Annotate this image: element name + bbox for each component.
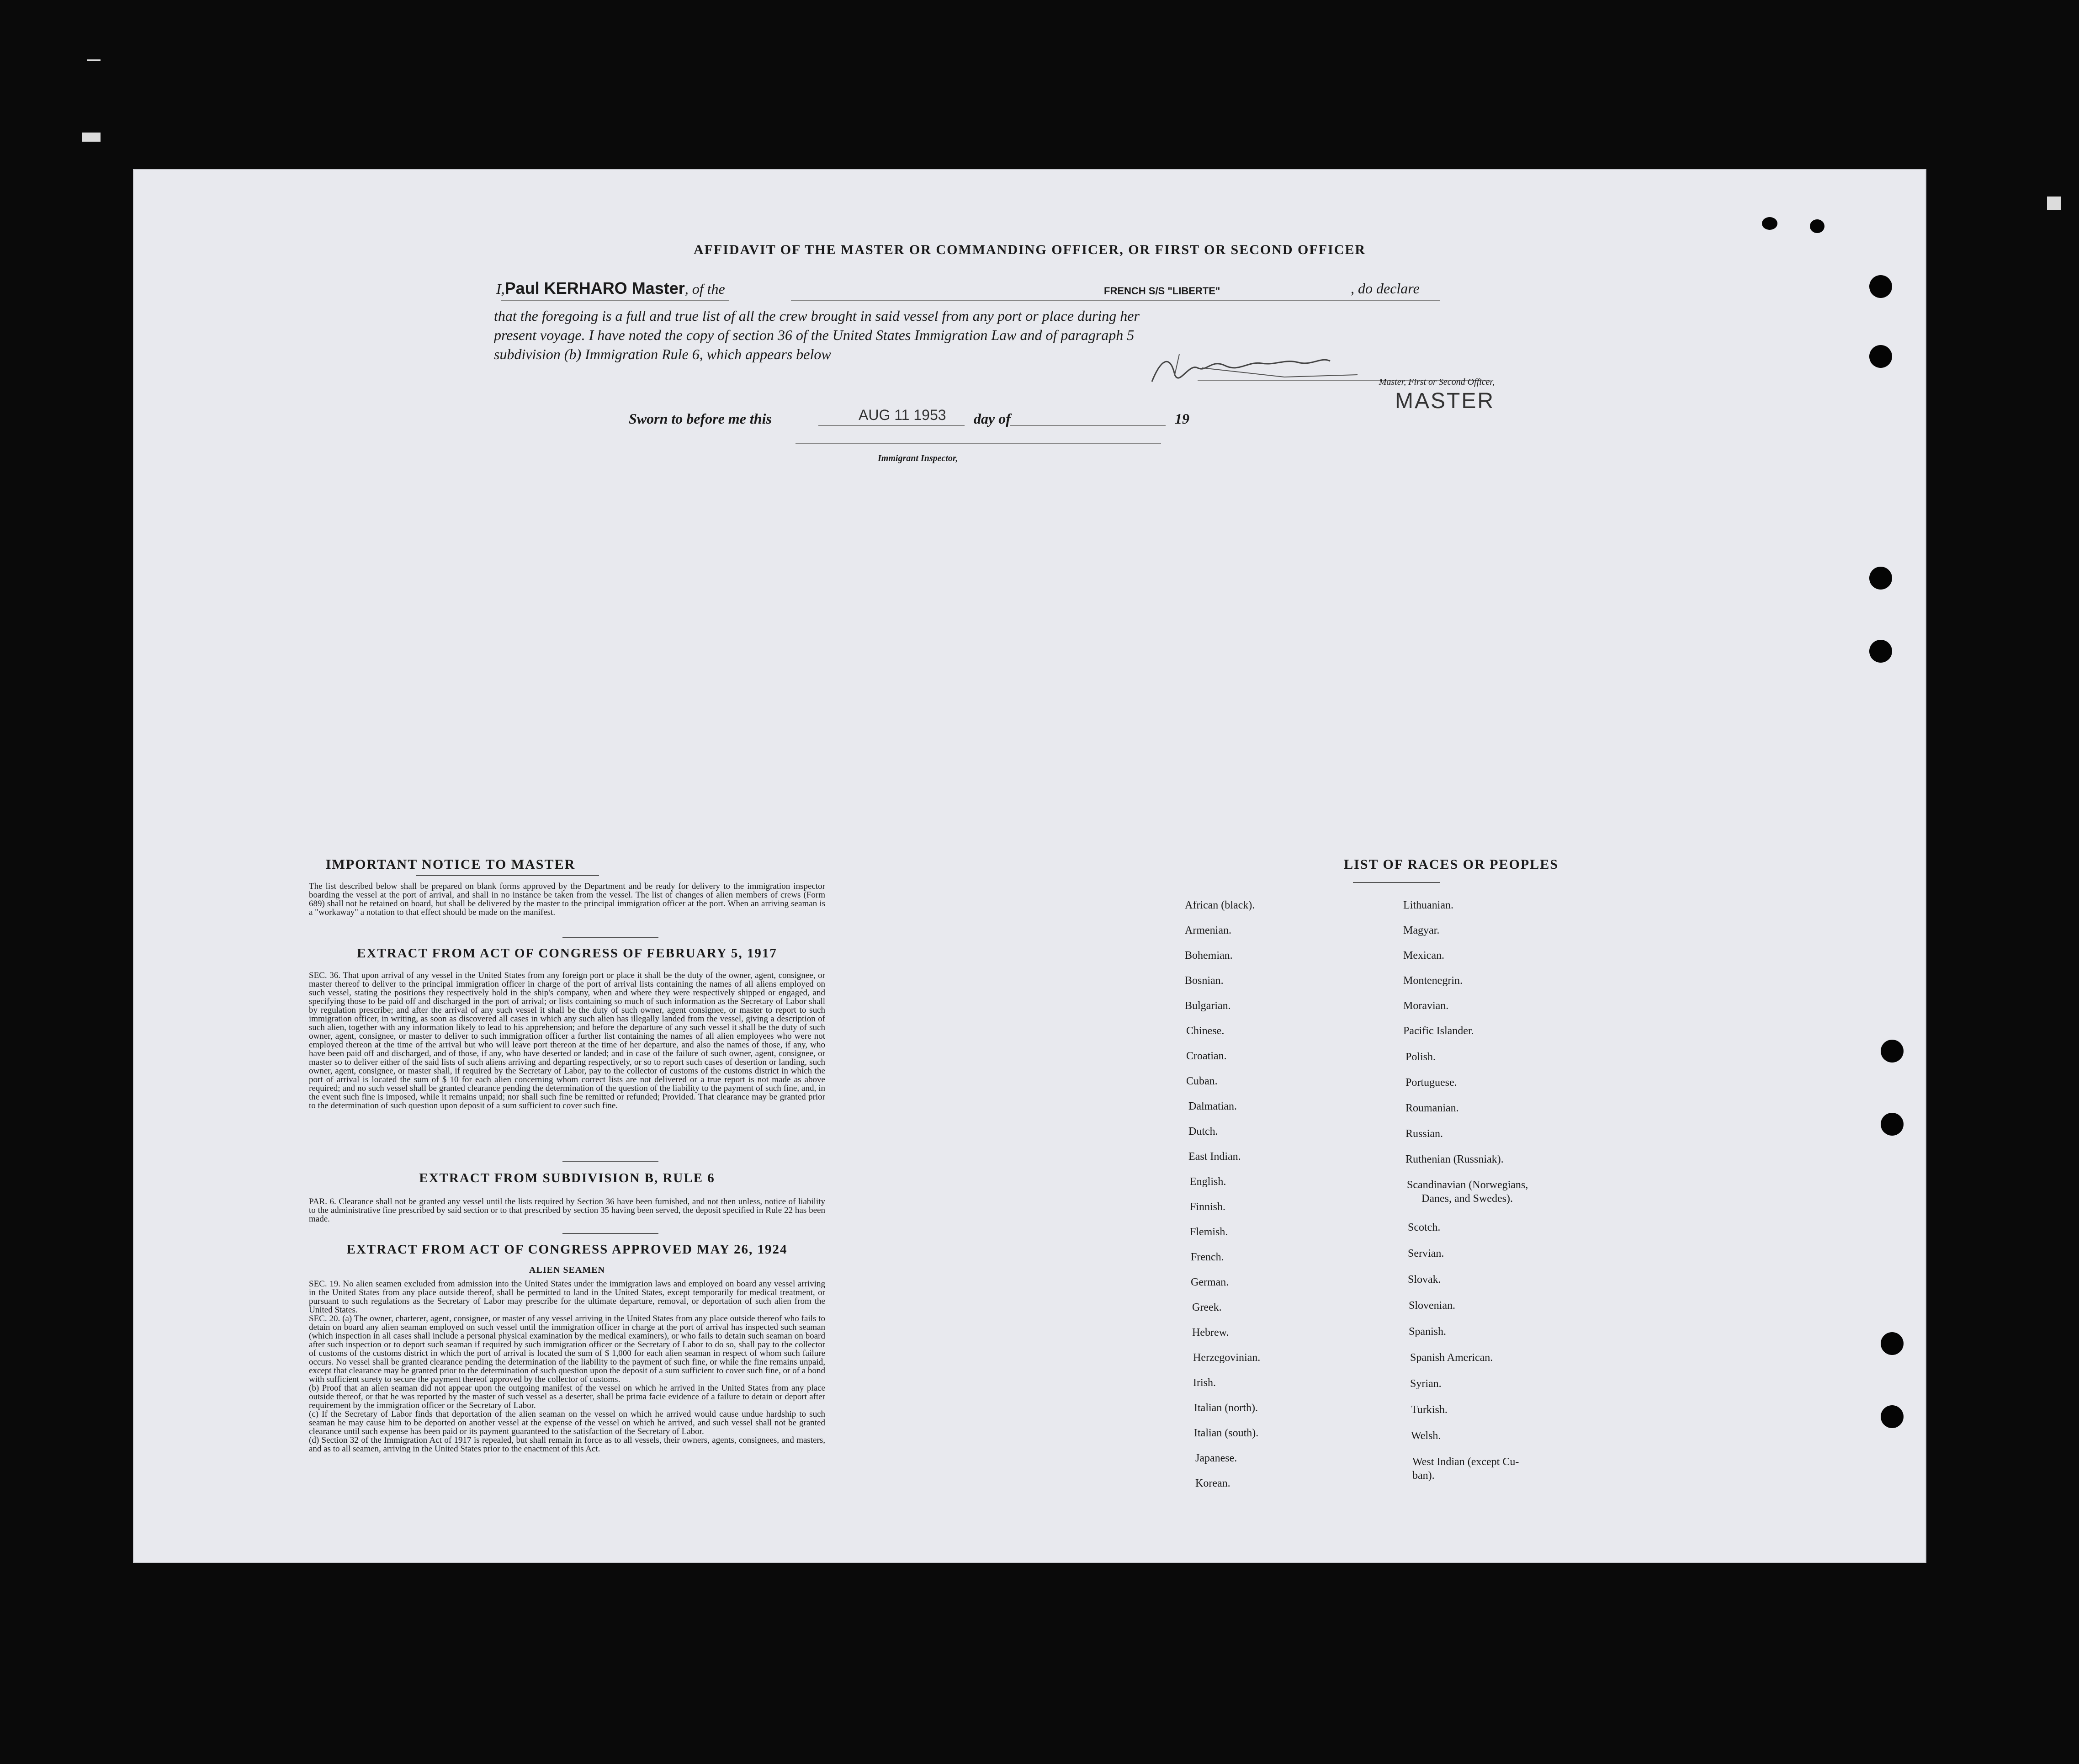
race-item: Mexican. bbox=[1403, 950, 1444, 962]
section-20a-text: SEC. 20. (a) The owner, charterer, agent, consignee, or master of any vessel arriving in the United States from any place outside thereof who fails to detain on board any alien seaman employed on such vessel until the immigration officer in charge at the port of arrival has inspected such seaman (which inspection in all cases shall include a personal physical examination by the medical examiners), or who fails to detain such seaman on board after such inspection or to deport such seaman if required by such immigration officer or the Secretary of Labor to do so, shall pay to the collector of customs of the customs district in which the port of arrival is located the sum of $ 1,000 for each alien seaman in respect of whom such failure occurs. No vessel shall be granted clearance pending the determination of the liability to the payment of such fine, or while the fine remains unpaid, except that clearance may be granted prior to the determination of such question upon the deposit of a sum sufficient to cover such fine, or of a bond with sufficient surety to secure the payment thereof approved by the collector of customs. bbox=[309, 1314, 825, 1384]
races-title-rule bbox=[1353, 882, 1440, 883]
race-item: Finnish. bbox=[1190, 1201, 1226, 1213]
vessel-name: FRENCH S/S "LIBERTE" bbox=[1104, 285, 1220, 297]
section-20b-text: (b) Proof that an alien seaman did not appear upon the outgoing manifest of the vessel on which he arrived in the United States from any place outside thereof, or that he was reported by the master of such vessel as a deserter, shall be prima facie evidence of a failure to detain or deport after requirement by the immigration officer or the Secretary of Labor. bbox=[309, 1383, 825, 1410]
punch-hole bbox=[1869, 275, 1892, 298]
race-item: Chinese. bbox=[1186, 1025, 1225, 1037]
signature-caption: Master, First or Second Officer, bbox=[1379, 377, 1495, 387]
races-title: LIST OF RACES OR PEOPLES bbox=[1344, 857, 1559, 872]
master-stamp: MASTER bbox=[1395, 389, 1495, 413]
race-item: Armenian. bbox=[1185, 925, 1231, 936]
punch-hole bbox=[1869, 640, 1892, 663]
race-item: Servian. bbox=[1408, 1248, 1444, 1259]
film-mark bbox=[2047, 197, 2061, 210]
declaration-first-line bbox=[496, 279, 1492, 298]
ink-blot bbox=[1762, 217, 1777, 230]
race-item: Flemish. bbox=[1190, 1226, 1228, 1238]
film-mark bbox=[87, 59, 101, 61]
race-item: Japanese. bbox=[1195, 1452, 1237, 1464]
race-item: French. bbox=[1191, 1251, 1224, 1263]
race-item: Slovenian. bbox=[1409, 1300, 1455, 1312]
race-item: Welsh. bbox=[1411, 1430, 1441, 1442]
extract-rule6-end-rule bbox=[562, 1233, 658, 1234]
inspector-caption: Immigrant Inspector, bbox=[878, 453, 958, 463]
race-item: German. bbox=[1191, 1276, 1229, 1288]
date-line bbox=[818, 425, 965, 426]
sworn-label: Sworn to before me this bbox=[629, 410, 772, 427]
race-item: English. bbox=[1190, 1176, 1226, 1188]
punch-hole bbox=[1881, 1040, 1904, 1063]
declaration-text-3: subdivision (b) Immigration Rule 6, which appears below bbox=[494, 346, 831, 362]
race-item: Slovak. bbox=[1408, 1274, 1441, 1286]
extract-1917-title: EXTRACT FROM ACT OF CONGRESS OF FEBRUARY 5, 1917 bbox=[357, 946, 777, 961]
race-item: Hebrew. bbox=[1192, 1327, 1229, 1339]
race-item: Cuban. bbox=[1186, 1075, 1218, 1087]
race-item: Italian (south). bbox=[1194, 1427, 1259, 1439]
race-item: Spanish American. bbox=[1410, 1352, 1493, 1364]
notice-text: The list described below shall be prepared on blank forms approved by the Department and be ready for delivery to the immigration inspector boarding the vessel at the port of arrival, and shall in no instance be taken from the vessel. The list of changes of alien members of crews (Form 689) shall not be retained on board, but shall be delivered by the master to the principal immigration officer at the port. When an arriving seaman is a "workaway" a notation to that effect should be made on the manifest. bbox=[309, 882, 825, 917]
race-item: ban). bbox=[1412, 1470, 1435, 1482]
race-item: Ruthenian (Russniak). bbox=[1405, 1153, 1504, 1165]
race-item: Portuguese. bbox=[1405, 1077, 1457, 1089]
race-item: Lithuanian. bbox=[1403, 899, 1453, 911]
race-item: Spanish. bbox=[1409, 1326, 1447, 1338]
race-item: Polish. bbox=[1405, 1051, 1436, 1063]
notice-end-rule bbox=[562, 937, 658, 938]
declaration-text-2: present voyage. I have noted the copy of section 36 of the United States Immigration Law and of paragraph 5 bbox=[494, 327, 1135, 343]
vessel-line bbox=[791, 300, 1440, 301]
section-19-text: SEC. 19. No alien seamen excluded from admission into the United States under the immigration laws and employed on board any vessel arriving in the United States from any place outside thereof, shall be permitted to land in the United States, except temporarily for medical treatment, or pursuant to such regulations as the Secretary of Labor may prescribe for the ultimate departure, removal, or deportation of such alien from the United States. bbox=[309, 1279, 825, 1315]
day-of-label: day of bbox=[974, 410, 1011, 427]
extract-1924-title: EXTRACT FROM ACT OF CONGRESS APPROVED MAY 26, 1924 bbox=[346, 1242, 788, 1257]
extract-1917-text: SEC. 36. That upon arrival of any vessel in the United States from any foreign port or place it shall be the duty of the owner, agent, consignee, or master thereof to deliver to the principal immigration officer in charge of the port of arrival lists containing the names of all aliens employed on such vessel, stating the positions they respectively hold in the ship's company, when and where they were respectively shipped or engaged, and specifying those to be paid off and discharged in the port of arrival; or lists containing so much of such information as the Secretary of Labor shall by regulation prescribe; and after the arrival of any such vessel it shall be the duty of such owner, agent consignee, or master to report to such immigration officer, in writing, as soon as discovered all cases in which any such alien has illegally landed from the vessel, giving a description of such alien, together with any information likely to lead to his apprehension; and before the departure of any such vessel it shall be the duty of such owner, agent, consignee, or master to deliver to such immigration officer a further list containing the names of all alien employees who were not employed thereon at the time of the arrival but who will leave port thereon at the time of her departure, and also the names of those, if any, who have been paid off and discharged, and of those, if any, who have deserted or landed; and in case of the failure of such owner, agent, consignee, or master so to deliver either of the said lists of such aliens arriving and departing respectively, or so to report such cases of desertion or landing, such owner, agent, consignee, or master shall, if required by the Secretary of Labor, pay to the collector of customs of the customs district in which the port of arrival is located the sum of $ 10 for each alien concerning whom correct lists are not delivered or a true report is not made as above required; and no such vessel shall be granted clearance pending the determination of the question of the liability to the payment of such fine, and, in the event such fine is imposed, while it remains unpaid; nor shall such fine be remitted or refunded; Provided. That clearance may be granted prior to the determination of such question upon deposit of a sum sufficient to cover such fine. bbox=[309, 971, 825, 1110]
affidavit-title: AFFIDAVIT OF THE MASTER OR COMMANDING OFFICER, OR FIRST OR SECOND OFFICER bbox=[693, 242, 1366, 257]
race-item: Dutch. bbox=[1188, 1126, 1218, 1137]
month-line bbox=[1010, 425, 1166, 426]
race-item: East Indian. bbox=[1188, 1151, 1241, 1163]
race-item: Dalmatian. bbox=[1188, 1100, 1237, 1112]
document-page bbox=[133, 169, 1926, 1563]
extract-rule6-title: EXTRACT FROM SUBDIVISION B, RULE 6 bbox=[419, 1171, 715, 1185]
race-item: Bosnian. bbox=[1185, 975, 1224, 987]
race-item: Montenegrin. bbox=[1403, 975, 1463, 987]
punch-hole bbox=[1881, 1332, 1904, 1355]
extract-1917-end-rule bbox=[562, 1161, 658, 1162]
year-prefix: 19 bbox=[1175, 410, 1189, 427]
of-label: , of the bbox=[684, 281, 725, 297]
race-item: Croatian. bbox=[1186, 1050, 1227, 1062]
race-item: Moravian. bbox=[1403, 1000, 1449, 1012]
race-item: Scotch. bbox=[1408, 1222, 1441, 1233]
race-item: Magyar. bbox=[1403, 925, 1440, 936]
race-item: Danes, and Swedes). bbox=[1421, 1193, 1513, 1205]
race-item: Bohemian. bbox=[1185, 950, 1233, 962]
race-item: West Indian (except Cu- bbox=[1412, 1456, 1519, 1468]
film-mark bbox=[82, 133, 101, 142]
notice-title: IMPORTANT NOTICE TO MASTER bbox=[325, 857, 576, 872]
race-item: Russian. bbox=[1405, 1128, 1443, 1140]
extract-1924-body bbox=[309, 1280, 825, 1453]
extract-rule6-text: PAR. 6. Clearance shall not be granted any vessel until the lists required by Section 36 have been furnished, and not then unless, notice of liability to the administrative fine prescribed by said section or to that prescribed by section 35 having been served, the deposit specified in Rule 22 has been made. bbox=[309, 1197, 825, 1224]
sworn-date-stamp: AUG 11 1953 bbox=[859, 407, 946, 423]
ink-blot bbox=[1810, 219, 1824, 233]
race-item: Scandinavian (Norwegians, bbox=[1407, 1179, 1528, 1191]
declarant-name: Paul KERHARO Master bbox=[504, 279, 685, 298]
punch-hole bbox=[1869, 567, 1892, 590]
race-item: Korean. bbox=[1195, 1477, 1230, 1489]
i-label: I, bbox=[496, 281, 505, 297]
race-item: African (black). bbox=[1185, 899, 1255, 911]
notice-rule bbox=[416, 875, 599, 876]
inspector-line bbox=[796, 443, 1161, 444]
do-declare-label: , do declare bbox=[1351, 280, 1420, 297]
race-item: Italian (north). bbox=[1194, 1402, 1258, 1414]
race-item: Pacific Islander. bbox=[1403, 1025, 1474, 1037]
race-item: Greek. bbox=[1192, 1302, 1222, 1313]
race-item: Herzegovinian. bbox=[1193, 1352, 1261, 1364]
alien-seamen-subtitle: ALIEN SEAMEN bbox=[529, 1265, 605, 1275]
race-item: Bulgarian. bbox=[1185, 1000, 1231, 1012]
punch-hole bbox=[1881, 1405, 1904, 1428]
race-item: Turkish. bbox=[1411, 1404, 1448, 1416]
name-line bbox=[501, 300, 729, 301]
punch-hole bbox=[1869, 345, 1892, 368]
punch-hole bbox=[1881, 1113, 1904, 1136]
declaration-text-1: that the foregoing is a full and true list of all the crew brought in said vessel from any port or place during her bbox=[494, 308, 1140, 324]
section-20c-text: (c) If the Secretary of Labor finds that deportation of the alien seaman on the vessel on which he arrived would cause undue hardship to such seaman he may cause him to be deported on another vessel at the expense of the vessel on which he arrived, and such vessel shall not be granted clearance until such expense has been paid or its payment guaranteed to the satisfaction of the Secretary of Labor. bbox=[309, 1409, 825, 1436]
race-item: Roumanian. bbox=[1405, 1102, 1459, 1114]
race-item: Irish. bbox=[1193, 1377, 1216, 1389]
section-20d-text: (d) Section 32 of the Immigration Act of 1917 is repealed, but shall remain in force as to all vessels, their owners, agents, consignees, and masters, and as to all seamen, arriving in the United States prior to the enactment of this Act. bbox=[309, 1435, 825, 1454]
race-item: Syrian. bbox=[1410, 1378, 1442, 1390]
